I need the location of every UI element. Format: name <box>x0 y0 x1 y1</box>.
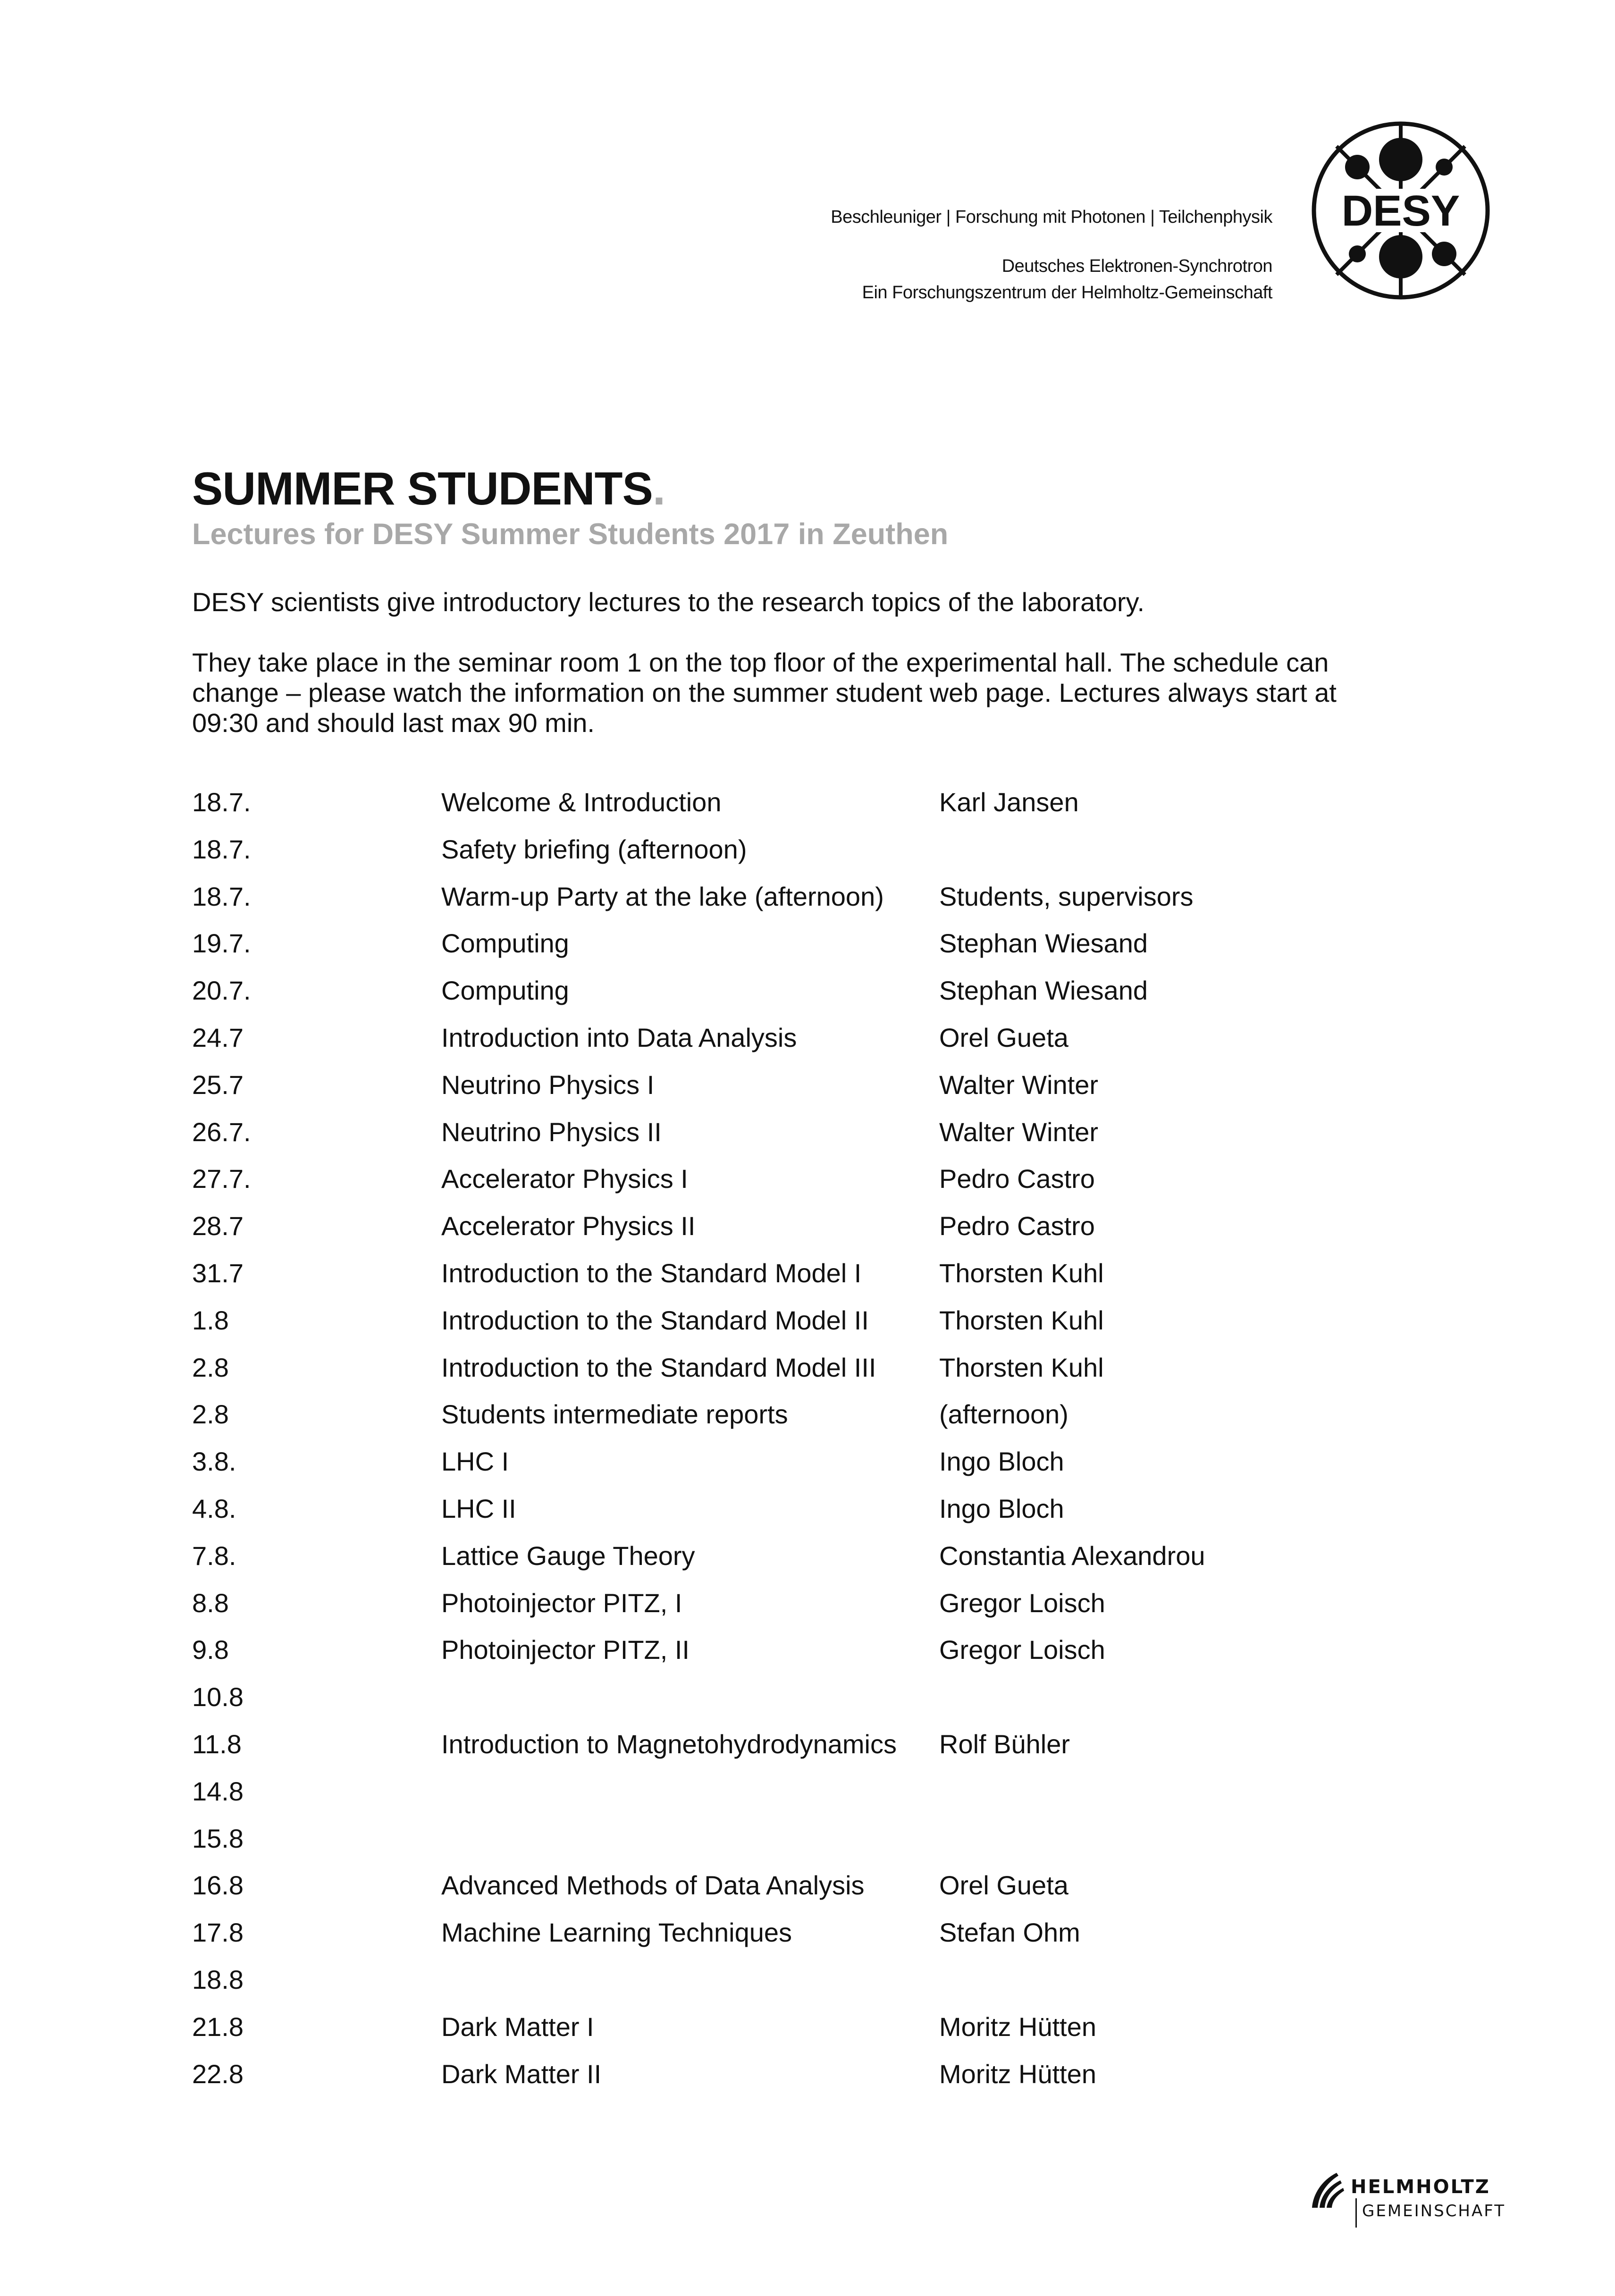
schedule-row <box>192 1725 1466 1773</box>
schedule-row <box>192 1113 1466 1161</box>
lecture-topic: Introduction to the Standard Model I <box>441 1258 862 1288</box>
lecture-topic: Accelerator Physics I <box>441 1164 688 1194</box>
lecture-topic: Dark Matter II <box>441 2059 602 2089</box>
schedule-row <box>192 1678 1466 1725</box>
schedule-row <box>192 1631 1466 1678</box>
schedule-row <box>192 1584 1466 1632</box>
intro-paragraph-1: DESY scientists give introductory lectures to the research topics of the laboratory. <box>192 587 1144 617</box>
schedule-row <box>192 1914 1466 1961</box>
lecture-lecturer: Pedro Castro <box>939 1164 1095 1194</box>
lecture-lecturer: Moritz Hütten <box>939 2059 1096 2089</box>
lecture-lecturer: Pedro Castro <box>939 1211 1095 1241</box>
desy-logo <box>1309 119 1492 302</box>
lecture-topic: Lattice Gauge Theory <box>441 1540 695 1571</box>
schedule-row <box>192 1066 1466 1113</box>
lecture-date: 18.7. <box>192 787 251 817</box>
lecture-topic: Introduction into Data Analysis <box>441 1022 797 1052</box>
lecture-date: 15.8 <box>192 1823 244 1853</box>
lecture-lecturer: Ingo Bloch <box>939 1447 1064 1477</box>
schedule-row <box>192 1396 1466 1443</box>
lecture-lecturer: Moritz Hütten <box>939 2011 1096 2042</box>
helmholtz-swoosh-icon <box>1307 2166 1350 2213</box>
lecture-lecturer: Rolf Bühler <box>939 1729 1070 1759</box>
letterhead-text <box>831 204 1272 306</box>
lecture-topic: Students intermediate reports <box>441 1399 788 1430</box>
lecture-topic: Machine Learning Techniques <box>441 1918 792 1948</box>
lecture-topic: LHC II <box>441 1493 516 1523</box>
lecture-topic: Advanced Methods of Data Analysis <box>441 1870 865 1901</box>
lecture-lecturer: Thorsten Kuhl <box>939 1352 1104 1382</box>
lecture-date: 26.7. <box>192 1117 251 1147</box>
lecture-topic: Introduction to the Standard Model III <box>441 1352 876 1382</box>
lecture-date: 7.8. <box>192 1540 236 1571</box>
intro-paragraph-2: They take place in the seminar room 1 on the top floor of the experimental hall. The schedule can change – please watch the information on the summer student web page. Lectures always start at 09:30 and should last max 90 min. <box>192 648 1337 738</box>
helmholtz-divider <box>1355 2198 1357 2228</box>
lecture-topic: Welcome & Introduction <box>441 787 722 817</box>
schedule-row <box>192 878 1466 925</box>
lecture-lecturer: Stefan Ohm <box>939 1918 1080 1948</box>
lecture-lecturer: Orel Gueta <box>939 1870 1068 1901</box>
lecture-lecturer: Walter Winter <box>939 1117 1099 1147</box>
lecture-lecturer: Constantia Alexandrou <box>939 1540 1205 1571</box>
lecture-date: 21.8 <box>192 2011 244 2042</box>
lecture-lecturer: Thorsten Kuhl <box>939 1258 1104 1288</box>
lecture-topic: Photoinjector PITZ, I <box>441 1588 682 1618</box>
lecture-date: 20.7. <box>192 976 251 1006</box>
lecture-topic: Neutrino Physics I <box>441 1069 655 1100</box>
lecture-lecturer: (afternoon) <box>939 1399 1068 1430</box>
page-title <box>192 463 665 514</box>
lecture-date: 11.8 <box>192 1729 242 1759</box>
schedule-row <box>192 1773 1466 1820</box>
lecture-date: 24.7 <box>192 1022 244 1052</box>
schedule-row <box>192 1443 1466 1490</box>
lecture-lecturer: Stephan Wiesand <box>939 928 1148 959</box>
lecture-date: 25.7 <box>192 1069 244 1100</box>
lecture-date: 18.8 <box>192 1964 244 1994</box>
lecture-topic: Neutrino Physics II <box>441 1117 662 1147</box>
lecture-topic: Computing <box>441 976 569 1006</box>
research-areas-tagline: Beschleuniger | Forschung mit Photonen | Teilchenphysik <box>831 207 1272 227</box>
lecture-topic: Introduction to Magnetohydrodynamics <box>441 1729 897 1759</box>
helmholtz-subtitle: GEMEINSCHAFT <box>1362 2202 1506 2220</box>
schedule-row <box>192 1019 1466 1066</box>
letterhead <box>0 118 1615 316</box>
lecture-topic: LHC I <box>441 1447 509 1477</box>
lecture-date: 14.8 <box>192 1776 244 1806</box>
schedule-row <box>192 1207 1466 1254</box>
lecture-topic: Accelerator Physics II <box>441 1211 696 1241</box>
title-dot: . <box>652 463 665 514</box>
lecture-lecturer: Gregor Loisch <box>939 1588 1105 1618</box>
schedule-row <box>192 1160 1466 1207</box>
lecture-lecturer: Gregor Loisch <box>939 1635 1105 1665</box>
schedule-row <box>192 1254 1466 1302</box>
lecture-date: 31.7 <box>192 1258 244 1288</box>
lecture-lecturer: Ingo Bloch <box>939 1493 1064 1523</box>
schedule-row <box>192 972 1466 1019</box>
lecture-schedule <box>192 783 1466 2102</box>
lecture-date: 9.8 <box>192 1635 229 1665</box>
schedule-row <box>192 1302 1466 1349</box>
lecture-date: 22.8 <box>192 2059 244 2089</box>
lecture-date: 18.7. <box>192 881 251 911</box>
lecture-topic: Dark Matter I <box>441 2011 594 2042</box>
schedule-row <box>192 1490 1466 1537</box>
lecture-lecturer: Karl Jansen <box>939 787 1079 817</box>
lecture-topic: Warm-up Party at the lake (afternoon) <box>441 881 884 911</box>
lecture-date: 2.8 <box>192 1352 229 1382</box>
lecture-date: 2.8 <box>192 1399 229 1430</box>
lecture-date: 8.8 <box>192 1588 229 1618</box>
lecture-date: 18.7. <box>192 834 251 864</box>
schedule-row <box>192 1961 1466 2008</box>
schedule-row <box>192 1537 1466 1584</box>
lecture-lecturer: Thorsten Kuhl <box>939 1305 1104 1335</box>
lecture-topic: Safety briefing (afternoon) <box>441 834 747 864</box>
lecture-date: 16.8 <box>192 1870 244 1901</box>
page-title-text: SUMMER STUDENTS <box>192 463 653 514</box>
schedule-row <box>192 831 1466 878</box>
lecture-date: 28.7 <box>192 1211 244 1241</box>
helmholtz-logo <box>1307 2166 1510 2237</box>
schedule-row <box>192 2055 1466 2103</box>
lecture-date: 19.7. <box>192 928 251 959</box>
schedule-row <box>192 925 1466 972</box>
lecture-lecturer: Students, supervisors <box>939 881 1194 911</box>
lecture-lecturer: Stephan Wiesand <box>939 976 1148 1006</box>
schedule-row <box>192 1349 1466 1396</box>
schedule-row <box>192 2008 1466 2055</box>
lecture-topic: Introduction to the Standard Model II <box>441 1305 869 1335</box>
desy-logo-text: DESY <box>1341 187 1460 235</box>
lecture-lecturer: Orel Gueta <box>939 1022 1068 1052</box>
lecture-date: 4.8. <box>192 1493 236 1523</box>
lecture-topic: Computing <box>441 928 569 959</box>
lecture-lecturer: Walter Winter <box>939 1069 1099 1100</box>
page-subtitle: Lectures for DESY Summer Students 2017 in Zeuthen <box>192 518 949 551</box>
schedule-row <box>192 783 1466 831</box>
lecture-date: 3.8. <box>192 1447 236 1477</box>
org-affiliation: Ein Forschungszentrum der Helmholtz-Gemeinschaft <box>862 283 1272 303</box>
helmholtz-wordmark: HELMHOLTZ <box>1351 2176 1490 2198</box>
org-name: Deutsches Elektronen-Synchrotron <box>1001 256 1272 276</box>
lecture-date: 1.8 <box>192 1305 229 1335</box>
lecture-date: 27.7. <box>192 1164 251 1194</box>
lecture-date: 10.8 <box>192 1682 244 1712</box>
lecture-date: 17.8 <box>192 1918 244 1948</box>
schedule-row <box>192 1820 1466 1867</box>
intro-text <box>192 587 1400 738</box>
lecture-topic: Photoinjector PITZ, II <box>441 1635 690 1665</box>
schedule-row <box>192 1867 1466 1914</box>
